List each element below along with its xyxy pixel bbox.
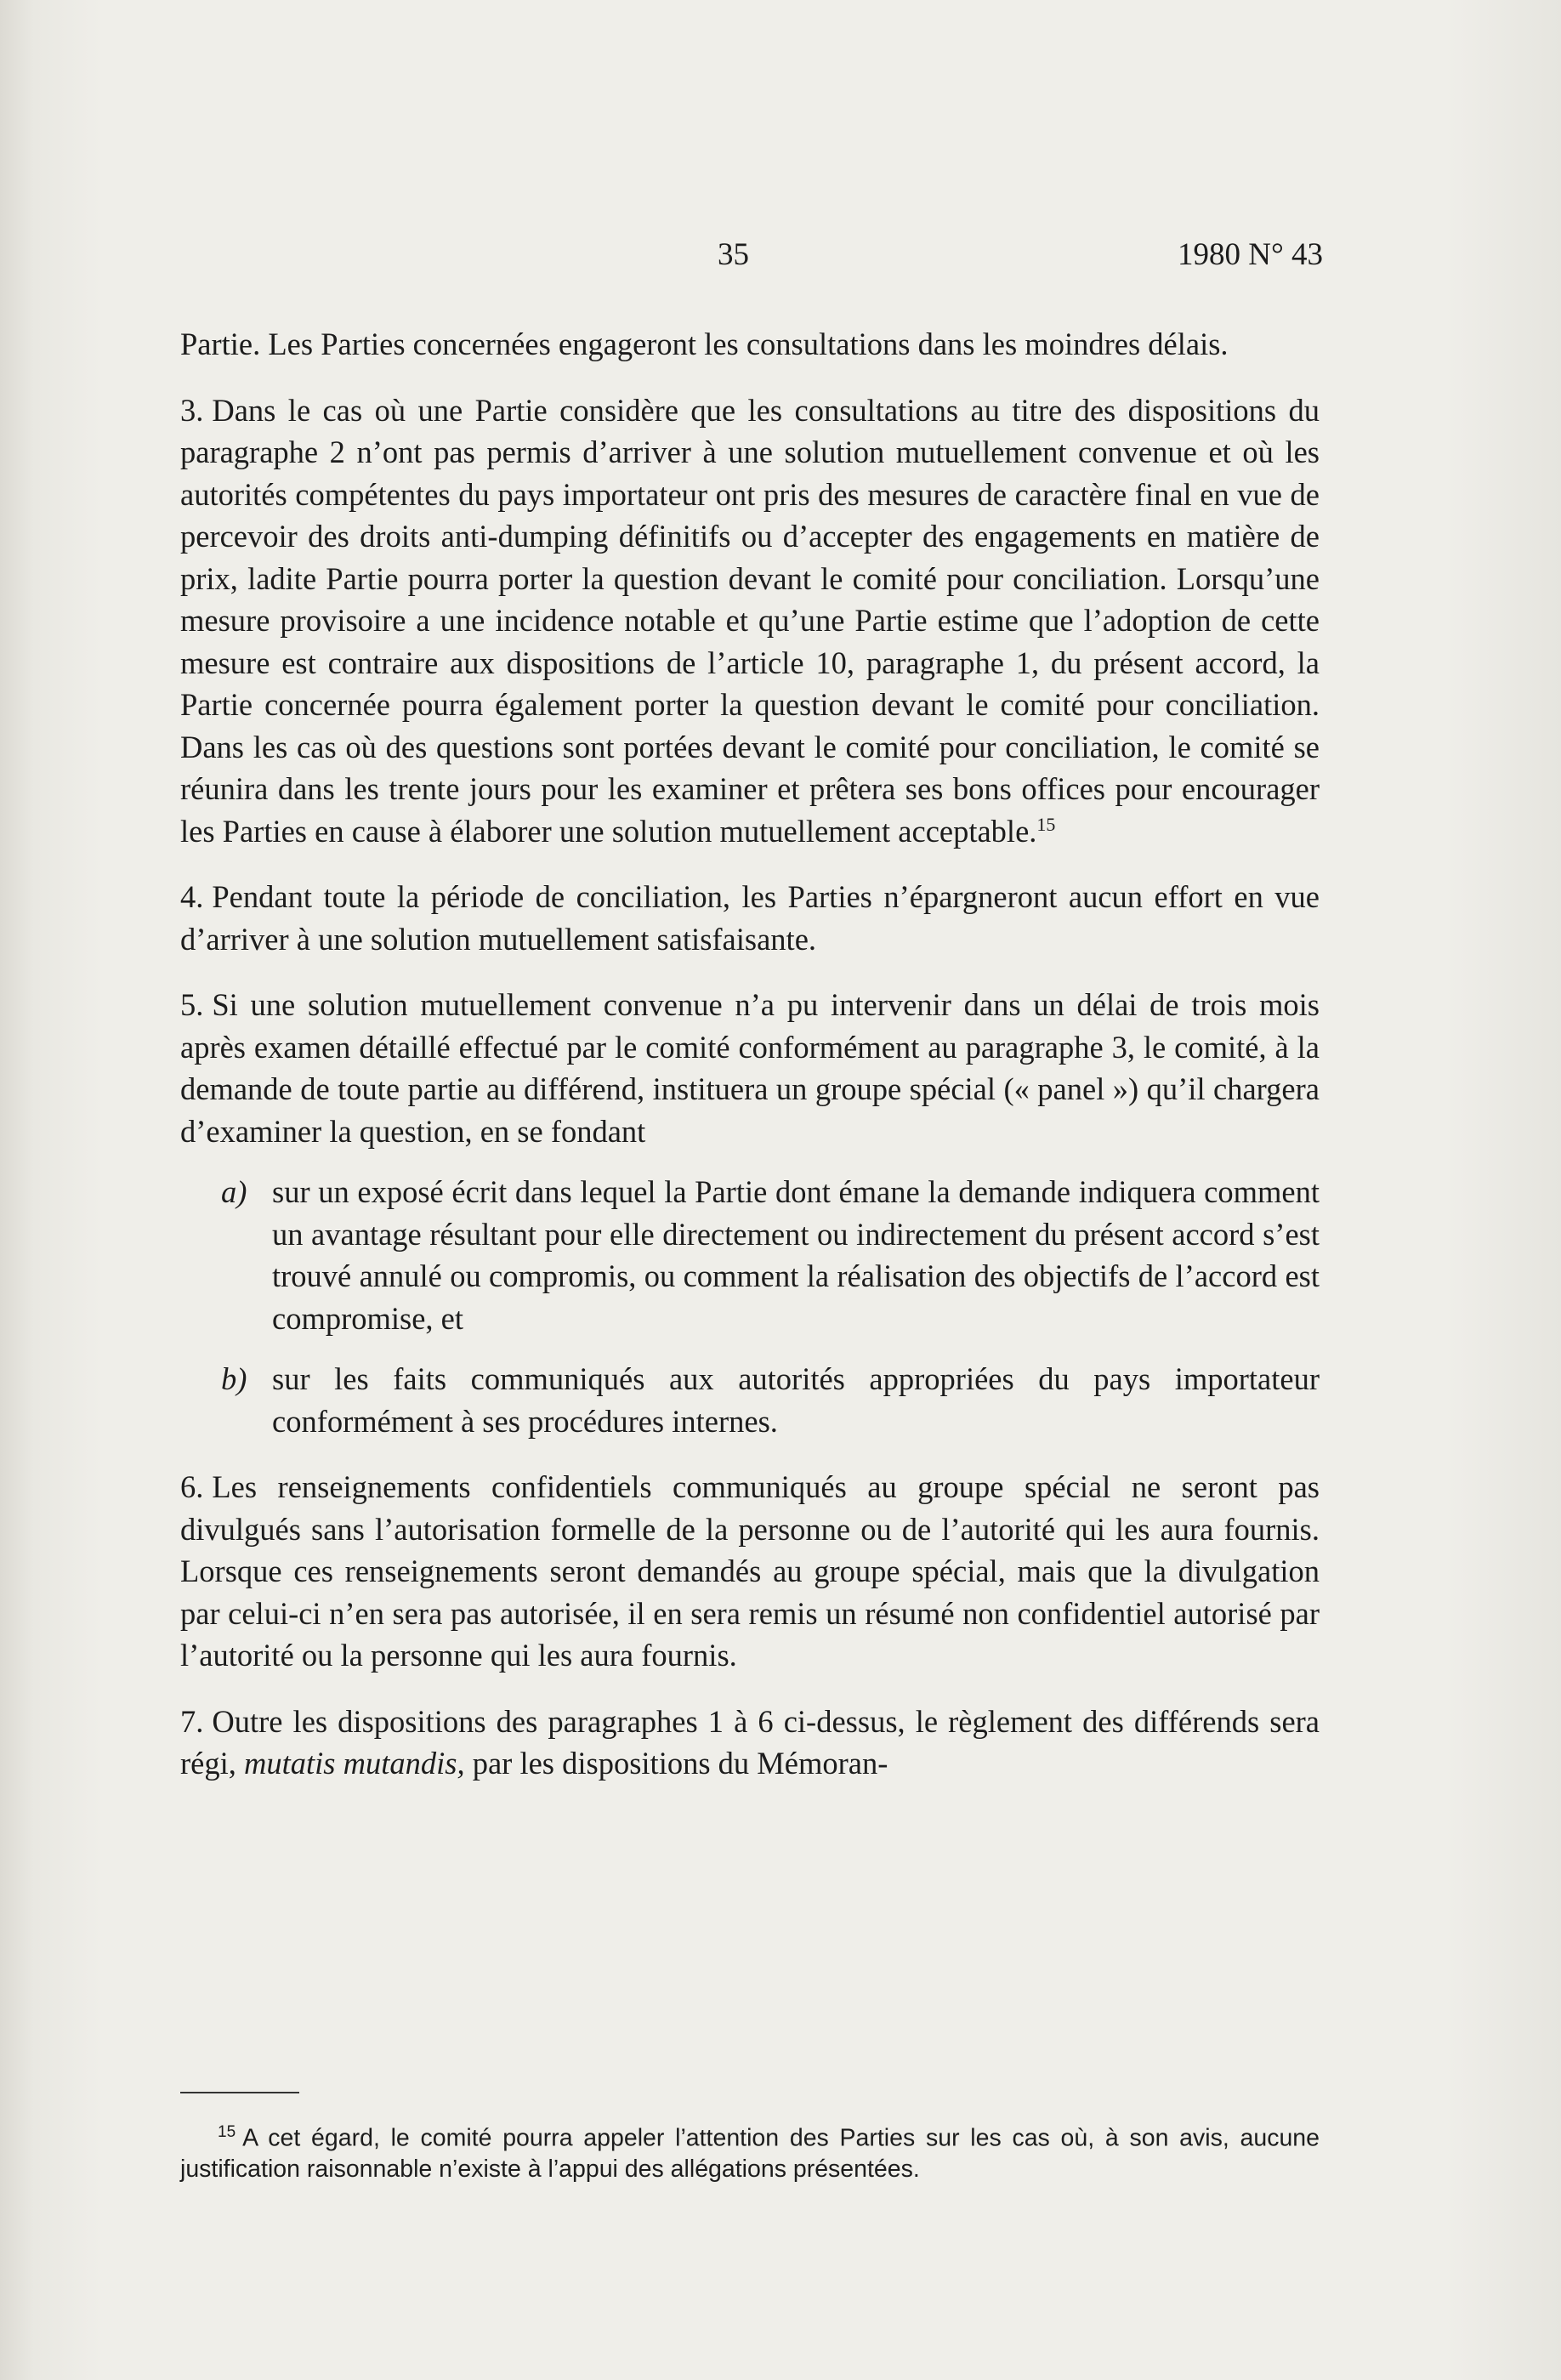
sub-item-a bbox=[180, 1171, 1320, 1339]
footnote bbox=[180, 2117, 1320, 2184]
paragraph-text: Outre les dispositions des paragraphes 1 à 6 ci-dessus, le règlement des différends sera régi, bbox=[180, 1703, 1320, 1781]
footnote-text: A cet égard, le comité pourra appeler l’attention des Parties sur les cas où, à son avis, aucune justification raisonnable n’existe à l’appui des allégations présentées. bbox=[180, 2124, 1320, 2183]
sub-item-text: sur les faits communiqués aux autorités appropriées du pays importateur conformément à ses procédures internes. bbox=[272, 1361, 1320, 1439]
footnote-separator bbox=[180, 2092, 299, 2093]
document-reference: 1980 N° 43 bbox=[1177, 237, 1323, 272]
page-number: 35 bbox=[718, 237, 749, 272]
paragraph-3 bbox=[180, 389, 1320, 853]
paragraph-continuation: Partie. Les Parties concernées engageront les consultations dans les moindres délais. bbox=[180, 327, 1229, 361]
paragraph-number: 4. bbox=[180, 879, 204, 914]
page-header bbox=[173, 236, 1323, 279]
paragraph-7 bbox=[180, 1701, 1320, 1785]
paragraph-number: 3. bbox=[180, 392, 204, 428]
sub-item-b bbox=[180, 1358, 1320, 1442]
sub-item-text: sur un exposé écrit dans lequel la Partie dont émane la demande indiquera comment un avantage résultant pour elle directement ou indirectement du présent accord s’est trouvé annulé ou compromis, ou comment la réalisation des objectifs de l’accord est compromise, et bbox=[272, 1174, 1320, 1336]
paragraph-4 bbox=[180, 876, 1320, 960]
paragraph-text: Pendant toute la période de conciliation, les Parties n’épargneront aucun effort en vue d’arriver à une solution mutuellement satisfaisante. bbox=[180, 879, 1320, 957]
paragraph-text: Dans le cas où une Partie considère que les consultations au titre des dispositions du paragraphe 2 n’ont pas permis d’arriver à une solution mutuellement convenue et où les autorités compétentes du pays importateur ont pris des mesures de caractère final en vue de percevoir des droits anti-dumping définitifs ou d’accepter des engagements en matière de prix, ladite Partie pourra porter la question devant le comité pour conciliation. Lorsqu’une mesure provisoire a une incidence notable et qu’une Partie estime que l’adoption de cette mesure est contraire aux dispositions de l’article 10, paragraphe 1, du présent accord, la Partie concernée pourra également porter la question devant le comité pour conciliation. Dans les cas où des questions sont portées devant le comité pour conciliation, le comité se réunira dans les trente jours pour les examiner et prêtera ses bons offices pour encourager les Parties en cause à élaborer une solution mutuellement acceptable. bbox=[180, 392, 1320, 849]
paragraph-text: Si une solution mutuellement convenue n’a pu intervenir dans un délai de trois mois après examen détaillé effectué par le comité conformément au paragraphe 3, le comité, à la demande de toute partie au différend, instituera un groupe spécial (« panel ») qu’il chargera d’examiner la question, en se fondant bbox=[180, 987, 1320, 1149]
paragraph-number: 5. bbox=[180, 987, 204, 1022]
paragraph-number: 7. bbox=[180, 1703, 204, 1739]
footnote-reference: 15 bbox=[1036, 813, 1056, 835]
sub-item-label: a) bbox=[221, 1174, 247, 1209]
sub-item-label: b) bbox=[221, 1361, 247, 1396]
paragraph-5 bbox=[180, 984, 1320, 1152]
paragraph-number: 6. bbox=[180, 1469, 204, 1504]
footnote-mark: 15 bbox=[218, 2123, 236, 2141]
body-text bbox=[180, 323, 1320, 1785]
paragraph-text: Les renseignements confidentiels communiqués au groupe spécial ne seront pas divulgués sans l’autorisation formelle de la personne ou de l’autorité qui les aura fournis. Lorsque ces renseignements seront demandés au groupe spécial, mais que la divulgation par celui-ci n’en sera pas autorisée, il en sera remis un résumé non confidentiel autorisé par l’autorité ou la personne qui les aura fournis. bbox=[180, 1469, 1320, 1673]
paragraph-6 bbox=[180, 1466, 1320, 1677]
paragraph-text-end: par les dispositions du Mémoran- bbox=[472, 1746, 888, 1781]
latin-phrase: mutatis mutandis, bbox=[244, 1746, 465, 1781]
